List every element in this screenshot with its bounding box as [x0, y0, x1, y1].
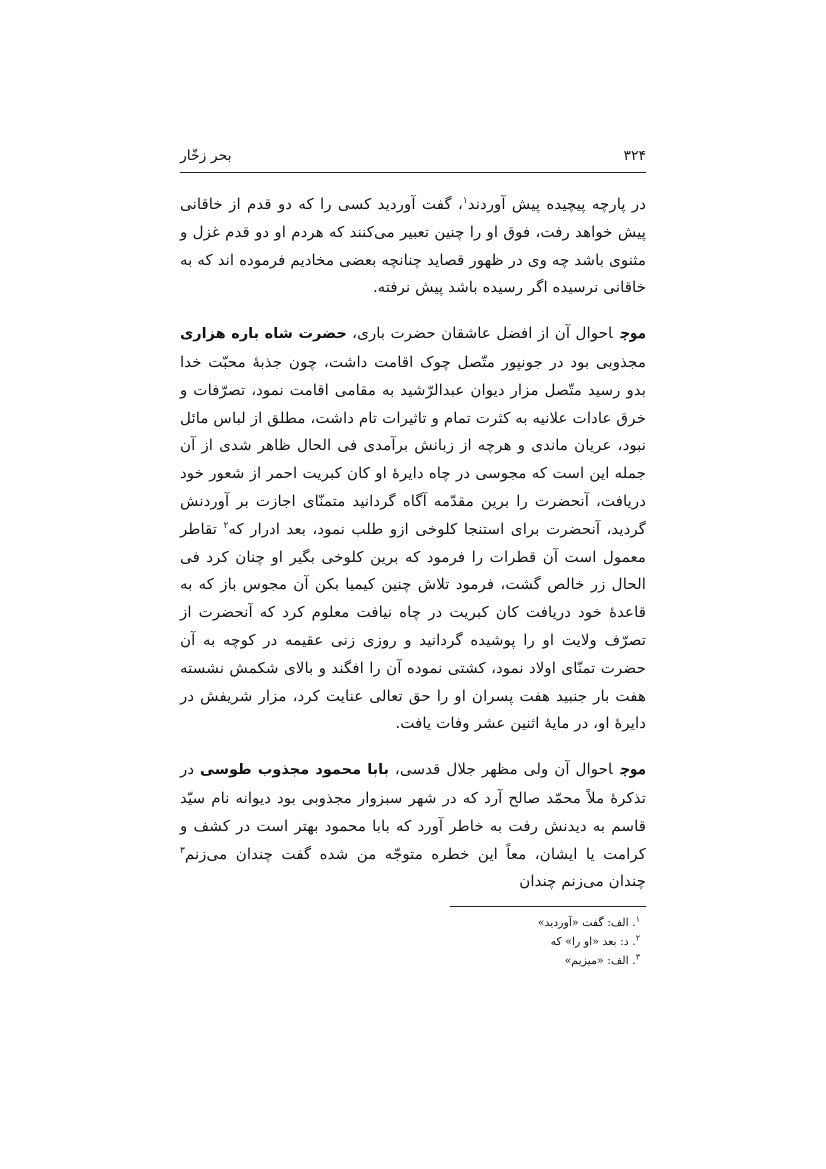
paragraph-2-text-c: تقاطر معمول است آن قطرات را فرمود که برین کلوخی بگیر او چنان کرد فی الحال زر خالص گشت، فرمود تلاش چنین کیمیا بکن آن مجوس باز که به قاعدهٔ خود دریافت کان کبریت در چاه نیافت معلوم کرد که آنحضرت از تصرّف ولایت او را پوشیده گردانید و روزی زنی عقیمه در کوچه به آن حضرت تمنّای اولاد نمود، کشتی نموده آن را افگند و بالای شکمش نشسته هفت بار جنبید هفت پسران او را حق تعالی عنایت کرد، مزار شریفش در دایرهٔ او، در مایهٔ اثنین عشر وفات یافت. — [180, 519, 646, 733]
footnotes — [450, 906, 646, 970]
section-keyword: موج — [620, 324, 646, 343]
footnote-mark: ۲ — [635, 933, 640, 943]
footnote-ref-1: ۱ — [462, 195, 468, 206]
footnote-mark: ۳ — [635, 952, 640, 962]
page-number: ۳۲۴ — [623, 148, 646, 164]
running-head — [180, 140, 646, 173]
paragraph-1-text-b: ، گفت آوردید کسی را که دو قدم از خاقانی پیش خواهد رفت، فوق او را چنین تعبیر می‌کنند که هردم او دو قدم غزل و مثنوی باشد چه وی در ظهور قصاید چنانچه بعضی مخادیم فرموده اند که به خاقانی نرسیده اگر رسیده باشد پیش نرفته. — [180, 195, 646, 297]
section-keyword: موج — [620, 760, 646, 779]
paragraph-3-text-b: در تذکرهٔ ملاً محمّد صالح آرد که در شهر سبزوار مجذوبی بود دیوانه نام سیّد قاسم به دیدنش رفت به خاطر آورد که بابا محمود بهتر است در کشف و کرامت یا ایشان، معاً این خطره متوجّه من شده گفت چندان می‌زنم — [180, 760, 646, 863]
footnote-text: . د: بعد «او را» که — [550, 935, 636, 949]
footnote-text: . الف: گفت «آوردید» — [537, 916, 636, 930]
page — [180, 140, 646, 970]
footnote-mark: ۱ — [635, 914, 640, 924]
paragraph-1 — [180, 191, 646, 302]
footnote-ref-3: ۳ — [180, 845, 185, 856]
paragraph-3-text-c: چندان می‌زنم چندان — [519, 872, 646, 891]
paragraph-3-text-a: احوال آن ولی مظهر جلال قدسی، — [389, 760, 613, 779]
footnote-ref-2: ۲ — [223, 520, 229, 531]
footnote — [450, 913, 646, 932]
footnote — [450, 932, 646, 951]
paragraph-1-text-a: در پارچه پیچیده پیش آوردند — [467, 195, 646, 213]
saint-name: حضرت شاه باره هزاری — [180, 326, 347, 343]
paragraph-2-text-a: احوال آن از افضل عاشقان حضرت باری، — [346, 324, 613, 343]
saint-name: بابا محمود مجذوب طوسی — [200, 762, 389, 779]
paragraph-3 — [180, 756, 646, 896]
book-title: بحر زخّار — [180, 148, 232, 164]
body-text — [180, 191, 646, 896]
footnote — [450, 951, 646, 970]
footnote-text: . الف: «میزیم» — [564, 954, 636, 968]
paragraph-2 — [180, 320, 646, 738]
paragraph-2-text-b: مجذوبی بود در جونپور متّصل چوک اقامت داشت، چون جذبهٔ محبّت خدا بدو رسید متّصل مزار دیوان عبدالرّشید به مقامی اقامت نمود، تصرّفات و خرق عادات علانیه به کثرت تمام و تاثیرات تام داشت، مطلق از لباس مائل نبود، عریان ماندی و هرچه از زبانش برآمدی فی الحال ظاهر شدی از آن جمله این است که مجوسی در چاه دایرهٔ او کان کبریت احمر از شعور خود دریافت، آنحضرت را برین مقدّمه آگاه گردانید متمنّای اجازت بر آوردنش گردید، آنحضرت برای استنجا کلوخی ازو طلب نمود، بعد ادرار که — [180, 352, 646, 538]
